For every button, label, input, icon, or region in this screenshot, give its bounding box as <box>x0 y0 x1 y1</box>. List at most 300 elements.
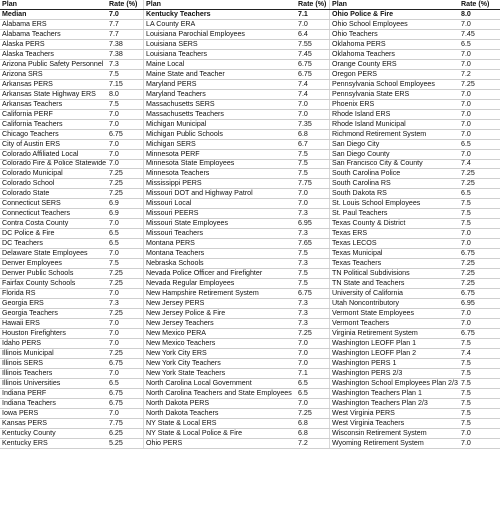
rate-cell: 7.65 <box>298 239 312 248</box>
plan-name-cell: Massachusetts SERS <box>143 100 296 109</box>
table-row <box>0 199 500 209</box>
rate-cell: 7.0 <box>461 309 471 318</box>
plan-name-cell: Denver Employees <box>2 259 62 268</box>
plan-name-cell: North Carolina Teachers and State Employees <box>143 389 296 398</box>
plan-name-cell: San Diego County <box>329 150 459 159</box>
rate-cell: 7.0 <box>461 49 471 58</box>
rate-cell: 7.0 <box>298 109 308 118</box>
plan-name-cell: Kentucky Teachers <box>143 10 296 19</box>
header-rate-col2: Rate (%) <box>298 0 327 8</box>
rate-cell: 7.25 <box>109 179 123 188</box>
plan-name-cell: Colorado Affiliated Local <box>2 149 79 158</box>
rate-cell: 7.7 <box>109 19 119 28</box>
rate-cell: 7.45 <box>298 49 312 58</box>
plan-name-cell: New Jersey Police & Fire <box>143 309 296 318</box>
rate-cell: 7.0 <box>109 319 119 327</box>
plan-name-cell: Illinois Universities <box>2 378 61 387</box>
table-row <box>0 209 500 219</box>
rate-cell: 7.0 <box>298 338 308 347</box>
rate-cell: 7.4 <box>298 89 308 98</box>
plan-name-cell: Washington PERS 2/3 <box>329 369 459 378</box>
table-row <box>0 389 500 399</box>
table-row <box>0 30 500 40</box>
rate-cell: 7.0 <box>109 408 119 417</box>
table-row <box>0 160 500 170</box>
plan-name-cell: Ohio Police & Fire <box>329 10 459 19</box>
rate-cell: 7.0 <box>461 119 471 128</box>
plan-name-cell: Washington School Employees Plan 2/3 <box>329 379 459 388</box>
table-row <box>0 369 500 379</box>
rate-cell: 7.0 <box>461 109 471 118</box>
rate-cell: 7.0 <box>109 149 119 158</box>
plan-name-cell: Washington LEOFF Plan 2 <box>329 349 459 358</box>
plan-name-cell: DC Police & Fire <box>2 229 55 238</box>
rate-cell: 6.5 <box>109 229 119 238</box>
table-row <box>0 20 500 30</box>
plan-name-cell: Louisiana Teachers <box>143 50 296 59</box>
rate-cell: 6.5 <box>298 378 308 387</box>
table-row <box>0 299 500 309</box>
plan-name-cell: Virginia Retirement System <box>329 329 459 338</box>
plan-name-cell: Arizona Public Safety Personnel <box>2 59 104 68</box>
plan-name-cell: Minnesota State Employees <box>143 160 296 169</box>
rate-cell: 7.4 <box>461 348 471 357</box>
plan-name-cell: Minnesota PERF <box>143 150 296 159</box>
rate-cell: 6.5 <box>298 388 308 397</box>
rate-cell: 7.5 <box>298 159 308 168</box>
plan-name-cell: NY State & Local ERS <box>143 419 296 428</box>
rate-cell: 7.0 <box>461 149 471 158</box>
rate-cell: 7.5 <box>298 149 308 158</box>
rate-cell: 7.0 <box>461 428 471 437</box>
rate-cell: 7.5 <box>461 418 471 427</box>
rate-cell: 7.5 <box>461 398 471 407</box>
rate-cell: 7.5 <box>461 209 471 218</box>
rate-cell: 7.25 <box>109 169 123 178</box>
rate-cell: 7.0 <box>109 338 119 347</box>
plan-name-cell: Pennsylvania State ERS <box>329 90 459 99</box>
table-row <box>0 179 500 189</box>
rate-cell: 7.25 <box>109 279 123 288</box>
rate-cell: 6.75 <box>298 69 312 78</box>
plan-name-cell: Arkansas State Highway ERS <box>2 89 96 98</box>
rate-cell: 6.8 <box>298 418 308 427</box>
table-row <box>0 169 500 179</box>
rate-cell: 7.0 <box>461 229 471 238</box>
table-body <box>0 10 500 449</box>
plan-name-cell: Arizona SRS <box>2 69 43 78</box>
plan-name-cell: Montana Teachers <box>143 249 296 258</box>
plan-name-cell: San Francisco City & County <box>329 160 459 169</box>
rate-cell: 7.4 <box>461 159 471 168</box>
rate-cell: 6.95 <box>298 219 312 228</box>
table-row <box>0 429 500 439</box>
plan-name-cell: Denver Public Schools <box>2 269 74 278</box>
rate-cell: 7.5 <box>461 219 471 228</box>
plan-name-cell: Alaska Teachers <box>2 49 54 58</box>
plan-name-cell: Michigan Municipal <box>143 120 296 129</box>
plan-name-cell: Missouri Local <box>143 199 296 208</box>
rate-cell: 7.35 <box>298 119 312 128</box>
rate-cell: 7.25 <box>109 348 123 357</box>
rate-cell: 6.5 <box>461 39 471 48</box>
plan-name-cell: Michigan Public Schools <box>143 130 296 139</box>
rate-cell: 7.0 <box>298 199 308 208</box>
rate-cell: 7.25 <box>109 309 123 318</box>
rate-cell: 6.75 <box>109 358 123 367</box>
rate-cell: 7.7 <box>109 29 119 38</box>
table-row <box>0 339 500 349</box>
rate-cell: 7.0 <box>461 239 471 248</box>
plan-name-cell: Median <box>2 9 27 18</box>
rate-cell: 7.0 <box>298 398 308 407</box>
rate-cell: 6.75 <box>109 129 123 138</box>
rate-cell: 7.0 <box>461 59 471 68</box>
rate-cell: 8.0 <box>109 89 119 98</box>
plan-name-cell: Colorado State <box>2 189 50 198</box>
plan-name-cell: Louisiana SERS <box>143 40 296 49</box>
rate-cell: 7.0 <box>109 249 119 258</box>
plan-name-cell: West Virginia PERS <box>329 409 459 418</box>
plan-name-cell: Connecticut SERS <box>2 199 61 208</box>
rate-cell: 7.45 <box>461 29 475 38</box>
plan-name-cell: Colorado Municipal <box>2 169 63 178</box>
plan-name-cell: Texas ERS <box>329 229 459 238</box>
rate-cell: 7.4 <box>298 79 308 88</box>
plan-name-cell: Oklahoma Teachers <box>329 50 459 59</box>
plan-name-cell: Rhode Island Municipal <box>329 120 459 129</box>
plan-name-cell: Texas Teachers <box>329 259 459 268</box>
plan-name-cell: New York State Teachers <box>143 369 296 378</box>
rate-cell: 7.3 <box>298 229 308 238</box>
plan-name-cell: Orange County ERS <box>329 60 459 69</box>
rate-cell: 7.25 <box>461 169 475 178</box>
plan-name-cell: Missouri Teachers <box>143 229 296 238</box>
rate-cell: 7.5 <box>461 378 471 387</box>
rate-cell: 6.9 <box>109 199 119 208</box>
table-row <box>0 309 500 319</box>
plan-name-cell: Illinois Municipal <box>2 348 54 357</box>
rate-cell: 7.5 <box>298 249 308 258</box>
plan-name-cell: Utah Noncontributory <box>329 299 459 308</box>
plan-name-cell: Maryland Teachers <box>143 90 296 99</box>
rate-cell: 7.25 <box>461 259 475 268</box>
plan-name-cell: Ohio Teachers <box>329 30 459 39</box>
plan-name-cell: Pennsylvania School Employees <box>329 80 459 89</box>
plan-name-cell: San Diego City <box>329 140 459 149</box>
plan-name-cell: Hawaii ERS <box>2 319 40 327</box>
plan-name-cell: Richmond Retirement System <box>329 130 459 139</box>
rate-cell: 6.9 <box>109 209 119 218</box>
rate-cell: 7.75 <box>298 179 312 188</box>
plan-name-cell: Illinois Teachers <box>2 368 53 377</box>
plan-name-cell: New Mexico PERA <box>143 329 296 338</box>
plan-name-cell: Chicago Teachers <box>2 129 59 138</box>
table-header-row <box>0 0 500 10</box>
rate-cell: 6.75 <box>461 249 475 258</box>
plan-name-cell: Montana PERS <box>143 239 296 248</box>
header-plan-col1: Plan <box>2 0 17 8</box>
plan-name-cell: Connecticut Teachers <box>2 209 71 218</box>
table-row <box>0 399 500 409</box>
rate-cell: 6.5 <box>461 139 471 148</box>
plan-name-cell: Minnesota Teachers <box>143 169 296 178</box>
rate-cell: 7.5 <box>109 99 119 108</box>
plan-name-cell: Washington PERS 1 <box>329 359 459 368</box>
plan-name-cell: Georgia Teachers <box>2 309 58 318</box>
plan-name-cell: DC Teachers <box>2 239 43 248</box>
plan-name-cell: Arkansas Teachers <box>2 99 63 108</box>
plan-name-cell: Vermont State Employees <box>329 309 459 318</box>
rate-cell: 7.1 <box>298 9 308 18</box>
table-row <box>0 150 500 160</box>
rate-cell: 7.0 <box>461 99 471 108</box>
plan-name-cell: NY State & Local Police & Fire <box>143 429 296 438</box>
table-row <box>0 219 500 229</box>
table-row <box>0 40 500 50</box>
plan-name-cell: Texas LECOS <box>329 239 459 248</box>
plan-name-cell: University of California <box>329 289 459 298</box>
table-row <box>0 50 500 60</box>
rate-cell: 7.25 <box>298 408 312 417</box>
plan-name-cell: Maine State and Teacher <box>143 70 296 79</box>
plan-name-cell: St. Louis School Employees <box>329 199 459 208</box>
rate-cell: 7.25 <box>461 269 475 278</box>
plan-name-cell: Nebraska Schools <box>143 259 296 268</box>
plan-name-cell: Colorado School <box>2 179 55 188</box>
rate-cell: 6.5 <box>109 239 119 248</box>
plan-name-cell: West Virginia Teachers <box>329 419 459 428</box>
plan-name-cell: New Jersey Teachers <box>143 319 296 328</box>
rate-cell: 6.95 <box>461 299 475 308</box>
rate-cell: 7.5 <box>461 388 471 397</box>
table-row <box>0 60 500 70</box>
plan-name-cell: Idaho PERS <box>2 338 42 347</box>
table-row <box>0 279 500 289</box>
rate-cell: 7.5 <box>461 408 471 417</box>
rate-cell: 6.5 <box>461 189 471 198</box>
plan-name-cell: Ohio School Employees <box>329 20 459 29</box>
table-row <box>0 70 500 80</box>
table-row <box>0 439 500 449</box>
plan-name-cell: California PERF <box>2 109 53 118</box>
plan-name-cell: New York City Teachers <box>143 359 296 368</box>
header-plan-col2: Plan <box>143 0 296 9</box>
rate-cell: 6.8 <box>298 428 308 437</box>
rate-cell: 7.25 <box>461 179 475 188</box>
plan-name-cell: Missouri PEERS <box>143 209 296 218</box>
plan-name-cell: Indiana Teachers <box>2 398 56 407</box>
plan-name-cell: Iowa PERS <box>2 408 39 417</box>
plan-name-cell: Colorado Fire & Police Statewide <box>2 159 107 168</box>
rate-cell: 6.5 <box>109 378 119 387</box>
rate-cell: 7.0 <box>109 109 119 118</box>
rate-cell: 7.5 <box>298 269 308 278</box>
plan-name-cell: South Dakota RS <box>329 189 459 198</box>
table-row <box>0 249 500 259</box>
rate-cell: 7.0 <box>461 438 471 447</box>
plan-name-cell: Missouri State Employees <box>143 219 296 228</box>
rate-cell: 7.0 <box>109 119 119 128</box>
plan-name-cell: Oklahoma PERS <box>329 40 459 49</box>
plan-name-cell: TN Political Subdivisions <box>329 269 459 278</box>
rate-cell: 7.75 <box>109 418 123 427</box>
rate-cell: 6.75 <box>461 328 475 337</box>
rate-cell: 7.0 <box>298 189 308 198</box>
plan-name-cell: New Jersey PERS <box>143 299 296 308</box>
rate-cell: 7.1 <box>298 368 308 377</box>
rate-cell: 7.0 <box>461 319 471 327</box>
plan-name-cell: Ohio PERS <box>143 439 296 448</box>
plan-name-cell: New York City ERS <box>143 349 296 358</box>
plan-name-cell: Texas Municipal <box>329 249 459 258</box>
rate-cell: 7.0 <box>109 219 119 228</box>
plan-name-cell: Kentucky ERS <box>2 438 48 447</box>
rate-cell: 7.0 <box>461 19 471 28</box>
rate-cell: 7.5 <box>461 338 471 347</box>
rate-cell: 7.2 <box>461 69 471 78</box>
plan-name-cell: St. Paul Teachers <box>329 209 459 218</box>
plan-name-cell: Wyoming Retirement System <box>329 439 459 448</box>
plan-name-cell: Indiana PERF <box>2 388 47 397</box>
table-row <box>0 140 500 150</box>
plan-name-cell: Missouri DOT and Highway Patrol <box>143 189 296 198</box>
plan-name-cell: Washington LEOFF Plan 1 <box>329 339 459 348</box>
table-row <box>0 409 500 419</box>
rate-cell: 7.0 <box>298 99 308 108</box>
rate-cell: 7.25 <box>109 269 123 278</box>
header-rate-col1: Rate (%) <box>109 0 138 8</box>
rate-cell: 7.5 <box>461 368 471 377</box>
plan-name-cell: Kentucky County <box>2 428 56 437</box>
rate-cell: 6.75 <box>109 398 123 407</box>
rate-cell: 7.55 <box>298 39 312 48</box>
plan-name-cell: Michigan SERS <box>143 140 296 149</box>
rate-cell: 7.25 <box>298 328 312 337</box>
plan-name-cell: New Mexico Teachers <box>143 339 296 348</box>
plan-name-cell: Nevada Police Officer and Firefighter <box>143 269 296 278</box>
rate-cell: 7.0 <box>109 368 119 377</box>
rate-cell: 7.38 <box>109 49 123 58</box>
rate-cell: 7.0 <box>109 328 119 337</box>
table-row <box>0 110 500 120</box>
rate-cell: 7.38 <box>109 39 123 48</box>
plan-name-cell: California Teachers <box>2 119 63 128</box>
table-row <box>0 329 500 339</box>
rate-cell: 7.0 <box>298 348 308 357</box>
table-row <box>0 100 500 110</box>
plan-name-cell: Massachusetts Teachers <box>143 110 296 119</box>
plan-name-cell: Maryland PERS <box>143 80 296 89</box>
rate-cell: 6.25 <box>109 428 123 437</box>
table-row <box>0 379 500 389</box>
rate-cell: 7.5 <box>298 169 308 178</box>
rate-cell: 7.25 <box>461 279 475 288</box>
rate-cell: 7.3 <box>298 309 308 318</box>
plan-name-cell: Rhode Island ERS <box>329 110 459 119</box>
plan-name-cell: North Dakota Teachers <box>143 409 296 418</box>
plan-name-cell: Fairfax County Schools <box>2 279 76 288</box>
plan-name-cell: Vermont Teachers <box>329 319 459 328</box>
rate-cell: 7.0 <box>298 358 308 367</box>
rate-cell: 6.8 <box>298 129 308 138</box>
rate-cell: 5.25 <box>109 438 123 447</box>
table-row <box>0 349 500 359</box>
rate-cell: 7.5 <box>461 199 471 208</box>
plan-name-cell: North Carolina Local Government <box>143 379 296 388</box>
rate-cell: 7.0 <box>461 129 471 138</box>
rate-cell: 7.0 <box>298 19 308 28</box>
plan-name-cell: City of Austin ERS <box>2 139 60 148</box>
rate-cell: 7.5 <box>109 259 119 268</box>
plan-name-cell: Oregon PERS <box>329 70 459 79</box>
rate-cell: 7.3 <box>298 299 308 308</box>
table-row <box>0 359 500 369</box>
plan-name-cell: Washington Teachers Plan 1 <box>329 389 459 398</box>
table-row <box>0 259 500 269</box>
plan-name-cell: Georgia ERS <box>2 299 44 308</box>
rate-cell: 7.3 <box>298 209 308 218</box>
plan-name-cell: Phoenix ERS <box>329 100 459 109</box>
table-row <box>0 80 500 90</box>
plan-name-cell: Houston Firefighters <box>2 328 66 337</box>
plan-name-cell: Washington Teachers Plan 2/3 <box>329 399 459 408</box>
rate-cell: 7.5 <box>298 279 308 288</box>
table-row <box>0 239 500 249</box>
table-row <box>0 289 500 299</box>
table-row <box>0 90 500 100</box>
plan-name-cell: Arkansas PERS <box>2 79 53 88</box>
rate-cell: 8.0 <box>461 9 471 18</box>
rate-cell: 7.0 <box>461 89 471 98</box>
rate-cell: 6.7 <box>298 139 308 148</box>
header-rate-col3: Rate (%) <box>461 0 490 8</box>
rate-cell: 7.25 <box>461 79 475 88</box>
rate-cell: 6.75 <box>298 289 312 298</box>
rate-cell: 6.75 <box>109 388 123 397</box>
plan-name-cell: South Carolina Police <box>329 169 459 178</box>
plan-name-cell: Maine Local <box>143 60 296 69</box>
rate-cell: 7.0 <box>109 159 119 168</box>
plan-name-cell: Louisiana Parochial Employees <box>143 30 296 39</box>
rate-cell: 6.75 <box>461 289 475 298</box>
plan-name-cell: TN State and Teachers <box>329 279 459 288</box>
rate-cell: 7.0 <box>109 289 119 298</box>
plan-name-cell: Illinois SERS <box>2 358 44 367</box>
plan-name-cell: Texas County & District <box>329 219 459 228</box>
plan-name-cell: Nevada Regular Employees <box>143 279 296 288</box>
median-row <box>0 10 500 20</box>
table-row <box>0 229 500 239</box>
rate-cell: 6.75 <box>298 59 312 68</box>
plan-name-cell: Alabama Teachers <box>2 29 61 38</box>
table-row <box>0 130 500 140</box>
plan-name-cell: South Carolina RS <box>329 179 459 188</box>
plan-name-cell: Contra Costa County <box>2 219 69 228</box>
plan-name-cell: Alabama ERS <box>2 19 47 28</box>
header-plan-col3: Plan <box>329 0 459 9</box>
rate-cell: 7.25 <box>109 189 123 198</box>
rate-cell: 7.2 <box>298 438 308 447</box>
plan-name-cell: Florida RS <box>2 289 36 298</box>
rate-cell: 6.4 <box>298 29 308 38</box>
table-row <box>0 269 500 279</box>
table-row <box>0 419 500 429</box>
table-row <box>0 120 500 130</box>
plan-name-cell: Kansas PERS <box>2 418 47 427</box>
plan-name-cell: North Dakota PERS <box>143 399 296 408</box>
plan-name-cell: Mississippi PERS <box>143 179 296 188</box>
